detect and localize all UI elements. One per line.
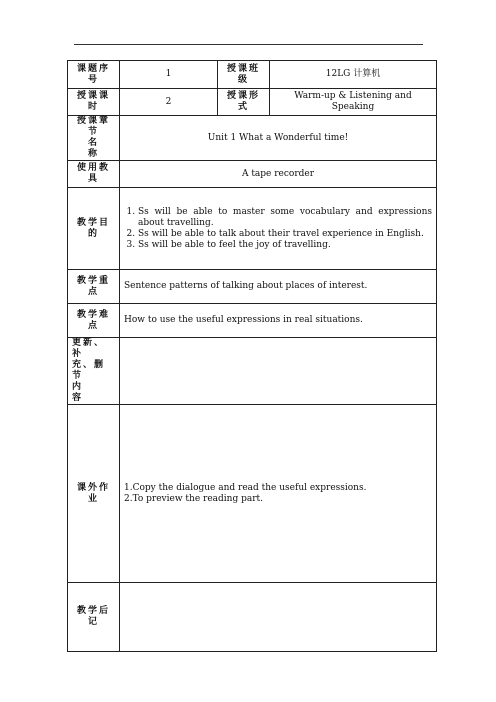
value-chapter-name: Unit 1 What a Wonderful time! bbox=[120, 116, 437, 161]
value-homework bbox=[120, 405, 437, 583]
label-class: 授课班级 bbox=[218, 61, 270, 89]
label-updates-line1: 更新、补 bbox=[72, 338, 106, 359]
label-updates-line3: 内 容 bbox=[72, 382, 106, 403]
value-teaching-aids: A tape recorder bbox=[120, 161, 437, 188]
row-updates bbox=[68, 338, 437, 405]
value-class: 12LG 计算机 bbox=[270, 61, 437, 89]
objective-item: 3. Ss will be able to feel the joy of travelling. bbox=[138, 240, 432, 251]
label-teaching-form: 授课形式 bbox=[218, 89, 270, 116]
label-teaching-aids: 使用教具 bbox=[68, 161, 120, 188]
label-chapter-name bbox=[68, 116, 120, 161]
value-teaching-form: Warm-up & Listening and Speaking bbox=[270, 89, 437, 116]
row-chapter-name bbox=[68, 116, 437, 161]
homework-line: 1.Copy the dialogue and read the useful expressions. bbox=[124, 482, 367, 493]
value-teaching-objectives bbox=[120, 188, 437, 270]
value-key-points: Sentence patterns of talking about places of interest. bbox=[120, 270, 437, 304]
label-reflection: 教学后记 bbox=[68, 583, 120, 652]
label-lesson-number: 课题序号 bbox=[68, 61, 120, 89]
label-teaching-objectives: 教学目的 bbox=[68, 188, 120, 270]
value-lesson-hours: 2 bbox=[120, 89, 218, 116]
label-chapter-name-line2: 名 称 bbox=[87, 138, 122, 159]
row-teaching-aids bbox=[68, 161, 437, 188]
label-updates-line2: 充、删节 bbox=[72, 360, 106, 381]
row-lesson-number bbox=[68, 61, 437, 89]
objective-item: 1. Ss will be able to master some vocabulary and expressions about travelling. bbox=[138, 207, 432, 229]
label-updates bbox=[68, 338, 120, 405]
row-teaching-objectives bbox=[68, 188, 437, 270]
label-lesson-hours: 授课课时 bbox=[68, 89, 120, 116]
row-lesson-hours bbox=[68, 89, 437, 116]
homework-line: 2.To preview the reading part. bbox=[124, 493, 263, 504]
objective-item: 2. Ss will be able to talk about their travel experience in English. bbox=[138, 229, 432, 240]
label-chapter-name-line1: 授课章节 bbox=[76, 116, 110, 137]
value-difficult-points: How to use the useful expressions in real situations. bbox=[120, 304, 437, 338]
value-reflection bbox=[120, 583, 437, 652]
row-reflection bbox=[68, 583, 437, 652]
label-homework: 课外作业 bbox=[68, 405, 120, 583]
lesson-plan-table bbox=[67, 60, 437, 652]
value-lesson-number: 1 bbox=[120, 61, 218, 89]
label-difficult-points: 教学难点 bbox=[68, 304, 120, 338]
row-key-points bbox=[68, 270, 437, 304]
label-key-points: 教学重点 bbox=[68, 270, 120, 304]
row-homework bbox=[68, 405, 437, 583]
row-difficult-points bbox=[68, 304, 437, 338]
objectives-list bbox=[124, 207, 432, 251]
header-rule bbox=[74, 44, 423, 45]
value-updates bbox=[120, 338, 437, 405]
